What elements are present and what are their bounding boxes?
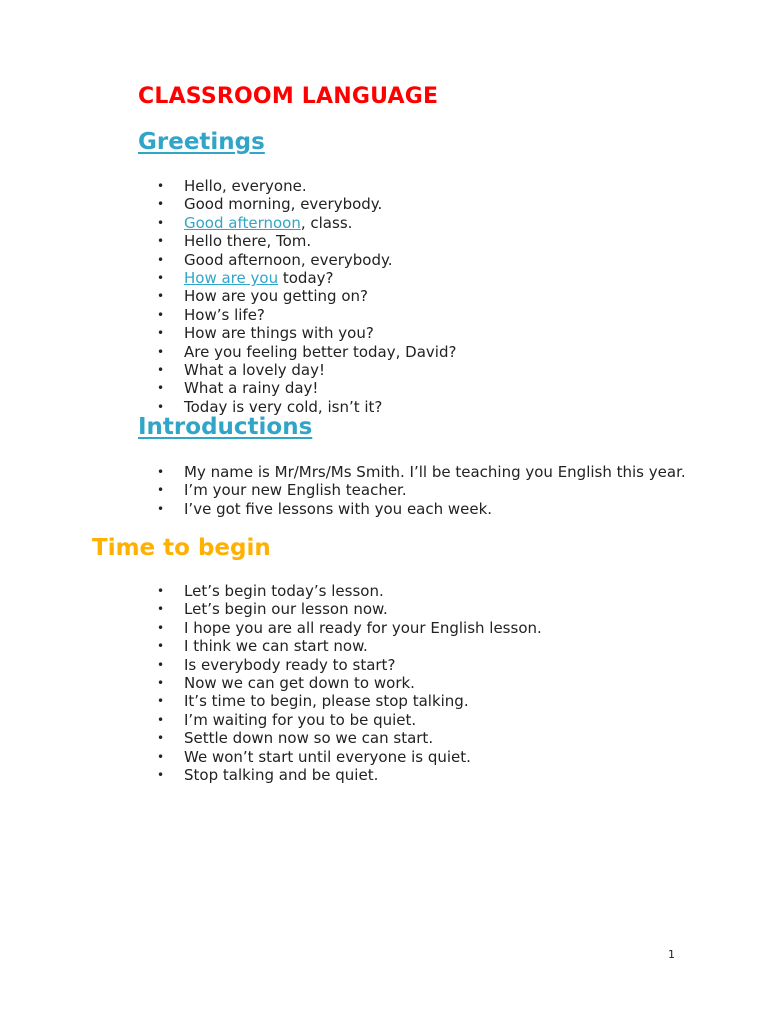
list-item: • I’ve got five lessons with you each week. bbox=[0, 500, 704, 518]
list-item: • How are you today? bbox=[0, 269, 704, 287]
list-item: • What a rainy day! bbox=[0, 379, 704, 397]
list-item: • I’m your new English teacher. bbox=[0, 481, 704, 499]
list-item: • Good afternoon, everybody. bbox=[0, 251, 704, 269]
list-item: • Settle down now so we can start. bbox=[0, 729, 704, 747]
list-item: • Hello, everyone. bbox=[0, 177, 704, 195]
greetings-heading: Greetings bbox=[138, 129, 265, 155]
list-item: • Good afternoon, class. bbox=[0, 214, 704, 232]
time-to-begin-heading: Time to begin bbox=[92, 535, 271, 561]
introductions-heading: Introductions bbox=[138, 414, 313, 440]
list-item: • Good morning, everybody. bbox=[0, 195, 704, 213]
list-item: • I’m waiting for you to be quiet. bbox=[0, 711, 704, 729]
list-item: • How are you getting on? bbox=[0, 287, 704, 305]
list-item: • Let’s begin today’s lesson. bbox=[0, 582, 704, 600]
list-item: • Are you feeling better today, David? bbox=[0, 343, 704, 361]
list-item: • It’s time to begin, please stop talking. bbox=[0, 692, 704, 710]
list-item: • What a lovely day! bbox=[0, 361, 704, 379]
list-item: • Now we can get down to work. bbox=[0, 674, 704, 692]
list-item: • I think we can start now. bbox=[0, 637, 704, 655]
introductions-list bbox=[0, 463, 704, 518]
list-item: • My name is Mr/Mrs/Ms Smith. I’ll be teaching you English this year. bbox=[0, 463, 704, 481]
list-item: • Let’s begin our lesson now. bbox=[0, 600, 704, 618]
list-item: • We won’t start until everyone is quiet. bbox=[0, 748, 704, 766]
how-are-you-link[interactable]: How are you bbox=[184, 269, 279, 288]
list-item: • I hope you are all ready for your English lesson. bbox=[0, 619, 704, 637]
list-item: • Hello there, Tom. bbox=[0, 232, 704, 250]
page-number: 1 bbox=[668, 948, 675, 961]
list-item: • How’s life? bbox=[0, 306, 704, 324]
list-item: • Is everybody ready to start? bbox=[0, 656, 704, 674]
good-afternoon-link[interactable]: Good afternoon bbox=[184, 213, 301, 232]
list-item: • How are things with you? bbox=[0, 324, 704, 342]
document-title: CLASSROOM LANGUAGE bbox=[138, 84, 439, 109]
list-item: • Stop talking and be quiet. bbox=[0, 766, 704, 784]
time-to-begin-list bbox=[0, 582, 704, 784]
greetings-list bbox=[0, 177, 704, 416]
list-item: • Today is very cold, isn’t it? bbox=[0, 398, 704, 416]
